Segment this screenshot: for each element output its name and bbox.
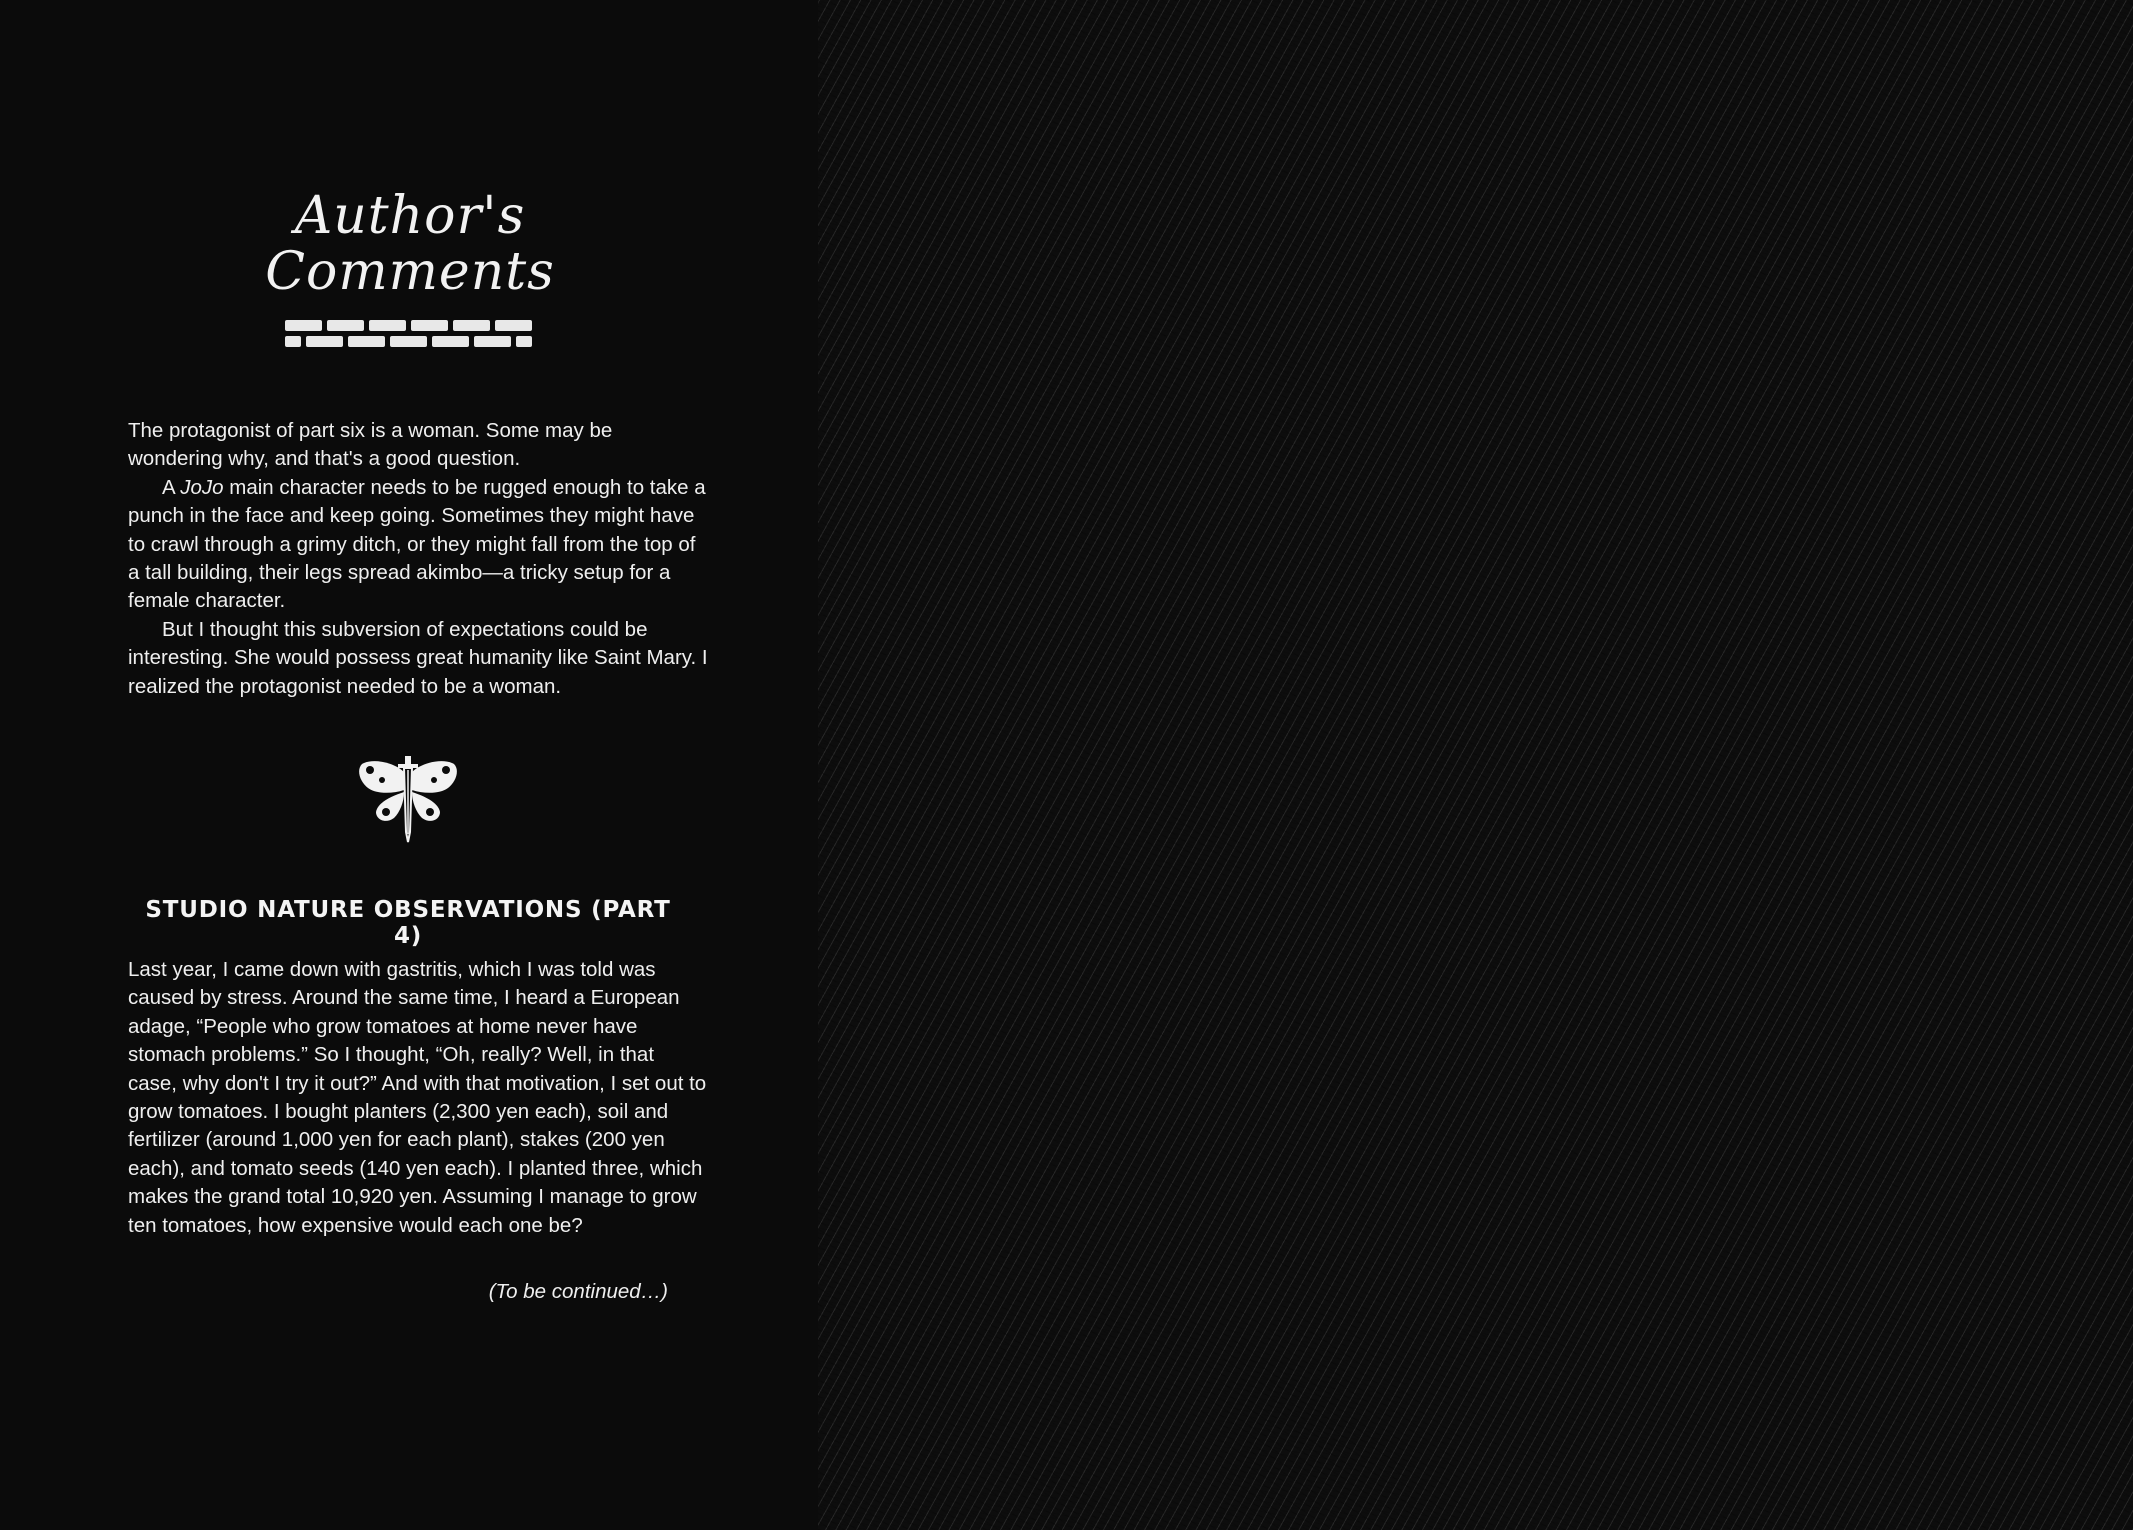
nature-observations-text <box>128 956 708 1240</box>
page-title <box>200 188 620 300</box>
paragraph-3: But I thought this subversion of expectations could be interesting. She would possess great humanity like Saint Mary. I realized the protagonist needed to be a woman. <box>128 617 708 698</box>
paragraph-2-prefix: A <box>162 475 181 499</box>
authors-comment-text <box>128 417 708 701</box>
jojo-title: JoJo <box>180 475 224 499</box>
brick-row-decoration-icon <box>285 320 533 352</box>
continuation-note: (To be continued…) <box>488 1280 668 1303</box>
observations-paragraph: Last year, I came down with gastritis, which I was told was caused by stress. Around the same time, I heard a European adage, “People who grow tomatoes at home never have stomach problems.” So I thought, “Oh, really? Well, in that case, why don't I try it out?” And with that motivation, I set out to grow tomatoes. I bought planters (2,300 yen each), soil and fertilizer (around 1,000 yen for each plant), stakes (200 yen each), and tomato seeds (140 yen each). I planted three, which makes the grand total 10,920 yen. Assuming I manage to grow ten tomatoes, how expensive would each one be? <box>128 958 707 1237</box>
paragraph-1: The protagonist of part six is a woman. Some may be wondering why, and that's a good question. <box>128 419 613 471</box>
title-line-1: Author's <box>294 186 526 246</box>
butterfly-dagger-emblem-icon <box>354 754 462 844</box>
paragraph-2 <box>128 474 708 616</box>
section-heading: STUDIO NATURE OBSERVATIONS (PART 4) <box>145 897 671 949</box>
brick-texture <box>818 0 2133 1530</box>
title-line-2: Comments <box>265 242 555 302</box>
brick-wall-panel <box>818 0 2133 1530</box>
paragraph-2-rest: main character needs to be rugged enough to take a punch in the face and keep going. Sometimes they might have to crawl through a grimy ditch, or they might fall from the top of a tall building, their legs spread akimbo—a tricky setup for a female character. <box>128 475 706 613</box>
